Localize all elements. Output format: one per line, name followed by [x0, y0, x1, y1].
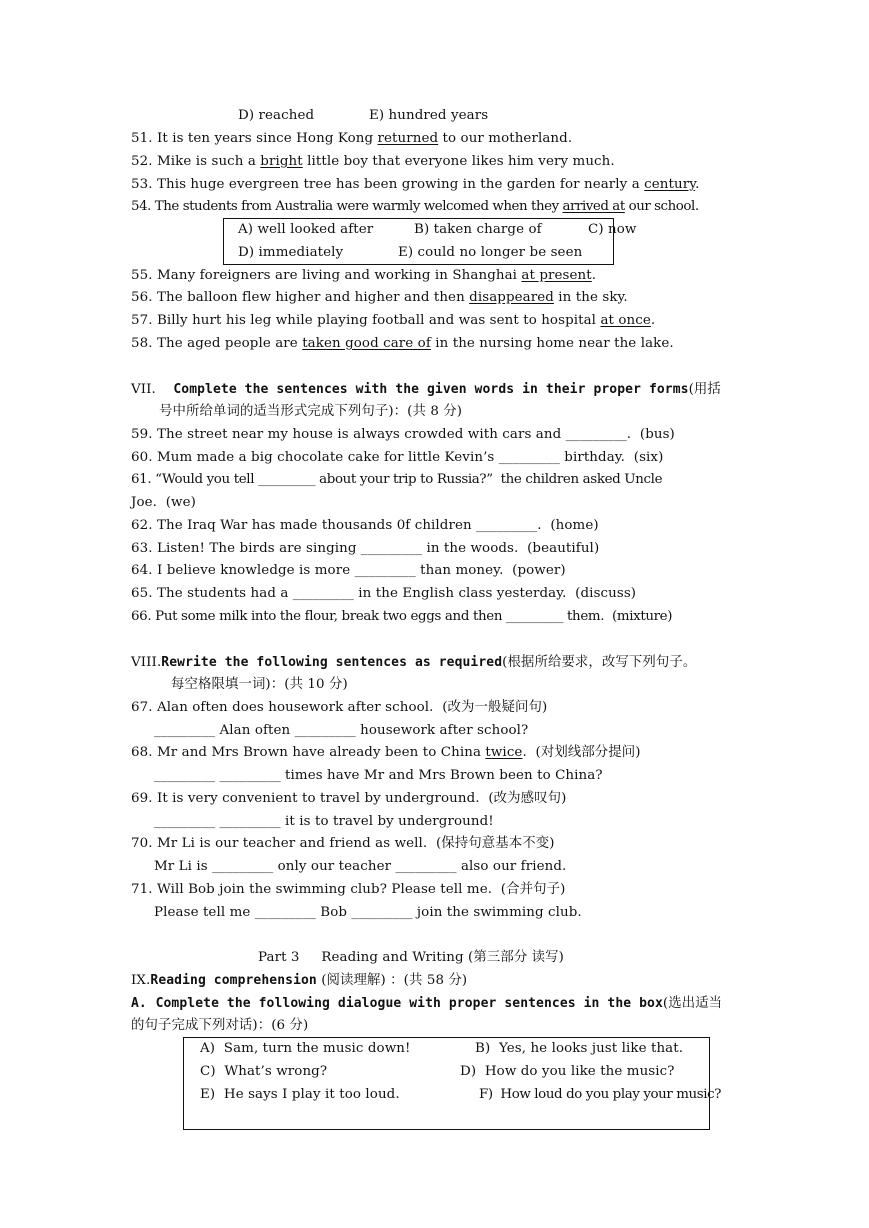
question-64: 64. I believe knowledge is more _________ than money. (power) [131, 563, 566, 578]
question-58: 58. The aged people are taken good care of in the nursing home near the lake. [131, 336, 674, 351]
question-56: 56. The balloon flew higher and higher and then disappeared in the sky. [131, 290, 628, 305]
dialogue-option-d: D) How do you like the music? [460, 1064, 675, 1079]
question-71: 71. Will Bob join the swimming club? Please tell me. (合并句子) [131, 882, 566, 897]
section-7-heading: VII. Complete the sentences with the given words in their proper forms(用括 [131, 382, 721, 397]
question-61: 61. “Would you tell _________ about your trip to Russia?” the children asked Uncle [131, 472, 663, 487]
question-63: 63. Listen! The birds are singing _________ in the woods. (beautiful) [131, 541, 600, 556]
option-e: E) could no longer be seen [398, 245, 583, 260]
underlined-phrase: century [644, 177, 696, 192]
answer-71: Please tell me _________ Bob _________ join the swimming club. [154, 905, 582, 920]
section-8-instructions: 每空格限填一词)：(共 10 分) [171, 677, 348, 692]
question-52: 52. Mike is such a bright little boy that everyone likes him very much. [131, 154, 615, 169]
dialogue-option-c: C) What’s wrong? [200, 1064, 328, 1079]
underlined-phrase: taken good care of [302, 336, 431, 351]
section-8-heading: VIII.Rewrite the following sentences as required(根据所给要求，改写下列句子。 [131, 655, 697, 670]
section-a-instructions: 的句子完成下列对话)：(6 分) [131, 1018, 309, 1033]
answer-69: _________ _________ it is to travel by underground! [154, 814, 494, 829]
question-70: 70. Mr Li is our teacher and friend as well. (保持句意基本不变) [131, 836, 555, 851]
option-e-hundred-years: E) hundred years [369, 108, 489, 123]
underlined-phrase: at present [521, 268, 592, 283]
answer-68: _________ _________ times have Mr and Mrs Brown been to China? [154, 768, 603, 783]
question-65: 65. The students had a _________ in the English class yesterday. (discuss) [131, 586, 637, 601]
option-b: B) taken charge of [414, 222, 542, 237]
question-57: 57. Billy hurt his leg while playing football and was sent to hospital at once. [131, 313, 656, 328]
question-68: 68. Mr and Mrs Brown have already been to China twice. (对划线部分提问) [131, 745, 641, 760]
underlined-phrase: twice [485, 745, 523, 760]
underlined-phrase: bright [260, 154, 303, 169]
underlined-phrase: at once [600, 313, 651, 328]
dialogue-option-b: B) Yes, he looks just like that. [475, 1041, 684, 1056]
question-66: 66. Put some milk into the flour, break two eggs and then _________ them. (mixture) [131, 609, 673, 624]
dialogue-option-f: F) How loud do you play your music? [479, 1087, 722, 1102]
question-59: 59. The street near my house is always crowded with cars and _________. (bus) [131, 427, 675, 442]
option-a: A) well looked after [238, 222, 374, 237]
answer-70: Mr Li is _________ only our teacher _________ also our friend. [154, 859, 567, 874]
question-53: 53. This huge evergreen tree has been growing in the garden for nearly a century. [131, 177, 700, 192]
question-51: 51. It is ten years since Hong Kong returned to our motherland. [131, 131, 573, 146]
option-c: C) now [588, 222, 637, 237]
section-7-instructions: 号中所给单词的适当形式完成下列句子)：(共 8 分) [159, 404, 463, 419]
underlined-phrase: arrived at [562, 199, 625, 214]
question-69: 69. It is very convenient to travel by underground. (改为感叹句) [131, 791, 567, 806]
dialogue-option-a: A) Sam, turn the music down! [200, 1041, 411, 1056]
question-61-continued: Joe. (we) [131, 495, 196, 510]
part-3-heading: Part 3 Reading and Writing (第三部分 读写) [258, 950, 564, 965]
question-67: 67. Alan often does housework after school. (改为一般疑问句) [131, 700, 548, 715]
section-9-heading: IX.Reading comprehension (阅读理解) ：(共 58 分) [131, 973, 468, 988]
question-54: 54. The students from Australia were warmly welcomed when they arrived at our school. [131, 199, 699, 214]
answer-67: _________ Alan often _________ housework after school? [154, 723, 529, 738]
question-55: 55. Many foreigners are living and working in Shanghai at present. [131, 268, 597, 283]
option-d: D) immediately [238, 245, 344, 260]
section-a-heading: A. Complete the following dialogue with proper sentences in the box(选出适当 [131, 996, 723, 1011]
underlined-phrase: disappeared [469, 290, 554, 305]
option-d-reached: D) reached [238, 108, 315, 123]
question-62: 62. The Iraq War has made thousands 0f children _________. (home) [131, 518, 599, 533]
underlined-phrase: returned [377, 131, 439, 146]
question-60: 60. Mum made a big chocolate cake for little Kevin’s _________ birthday. (six) [131, 450, 664, 465]
dialogue-option-e: E) He says I play it too loud. [200, 1087, 400, 1102]
